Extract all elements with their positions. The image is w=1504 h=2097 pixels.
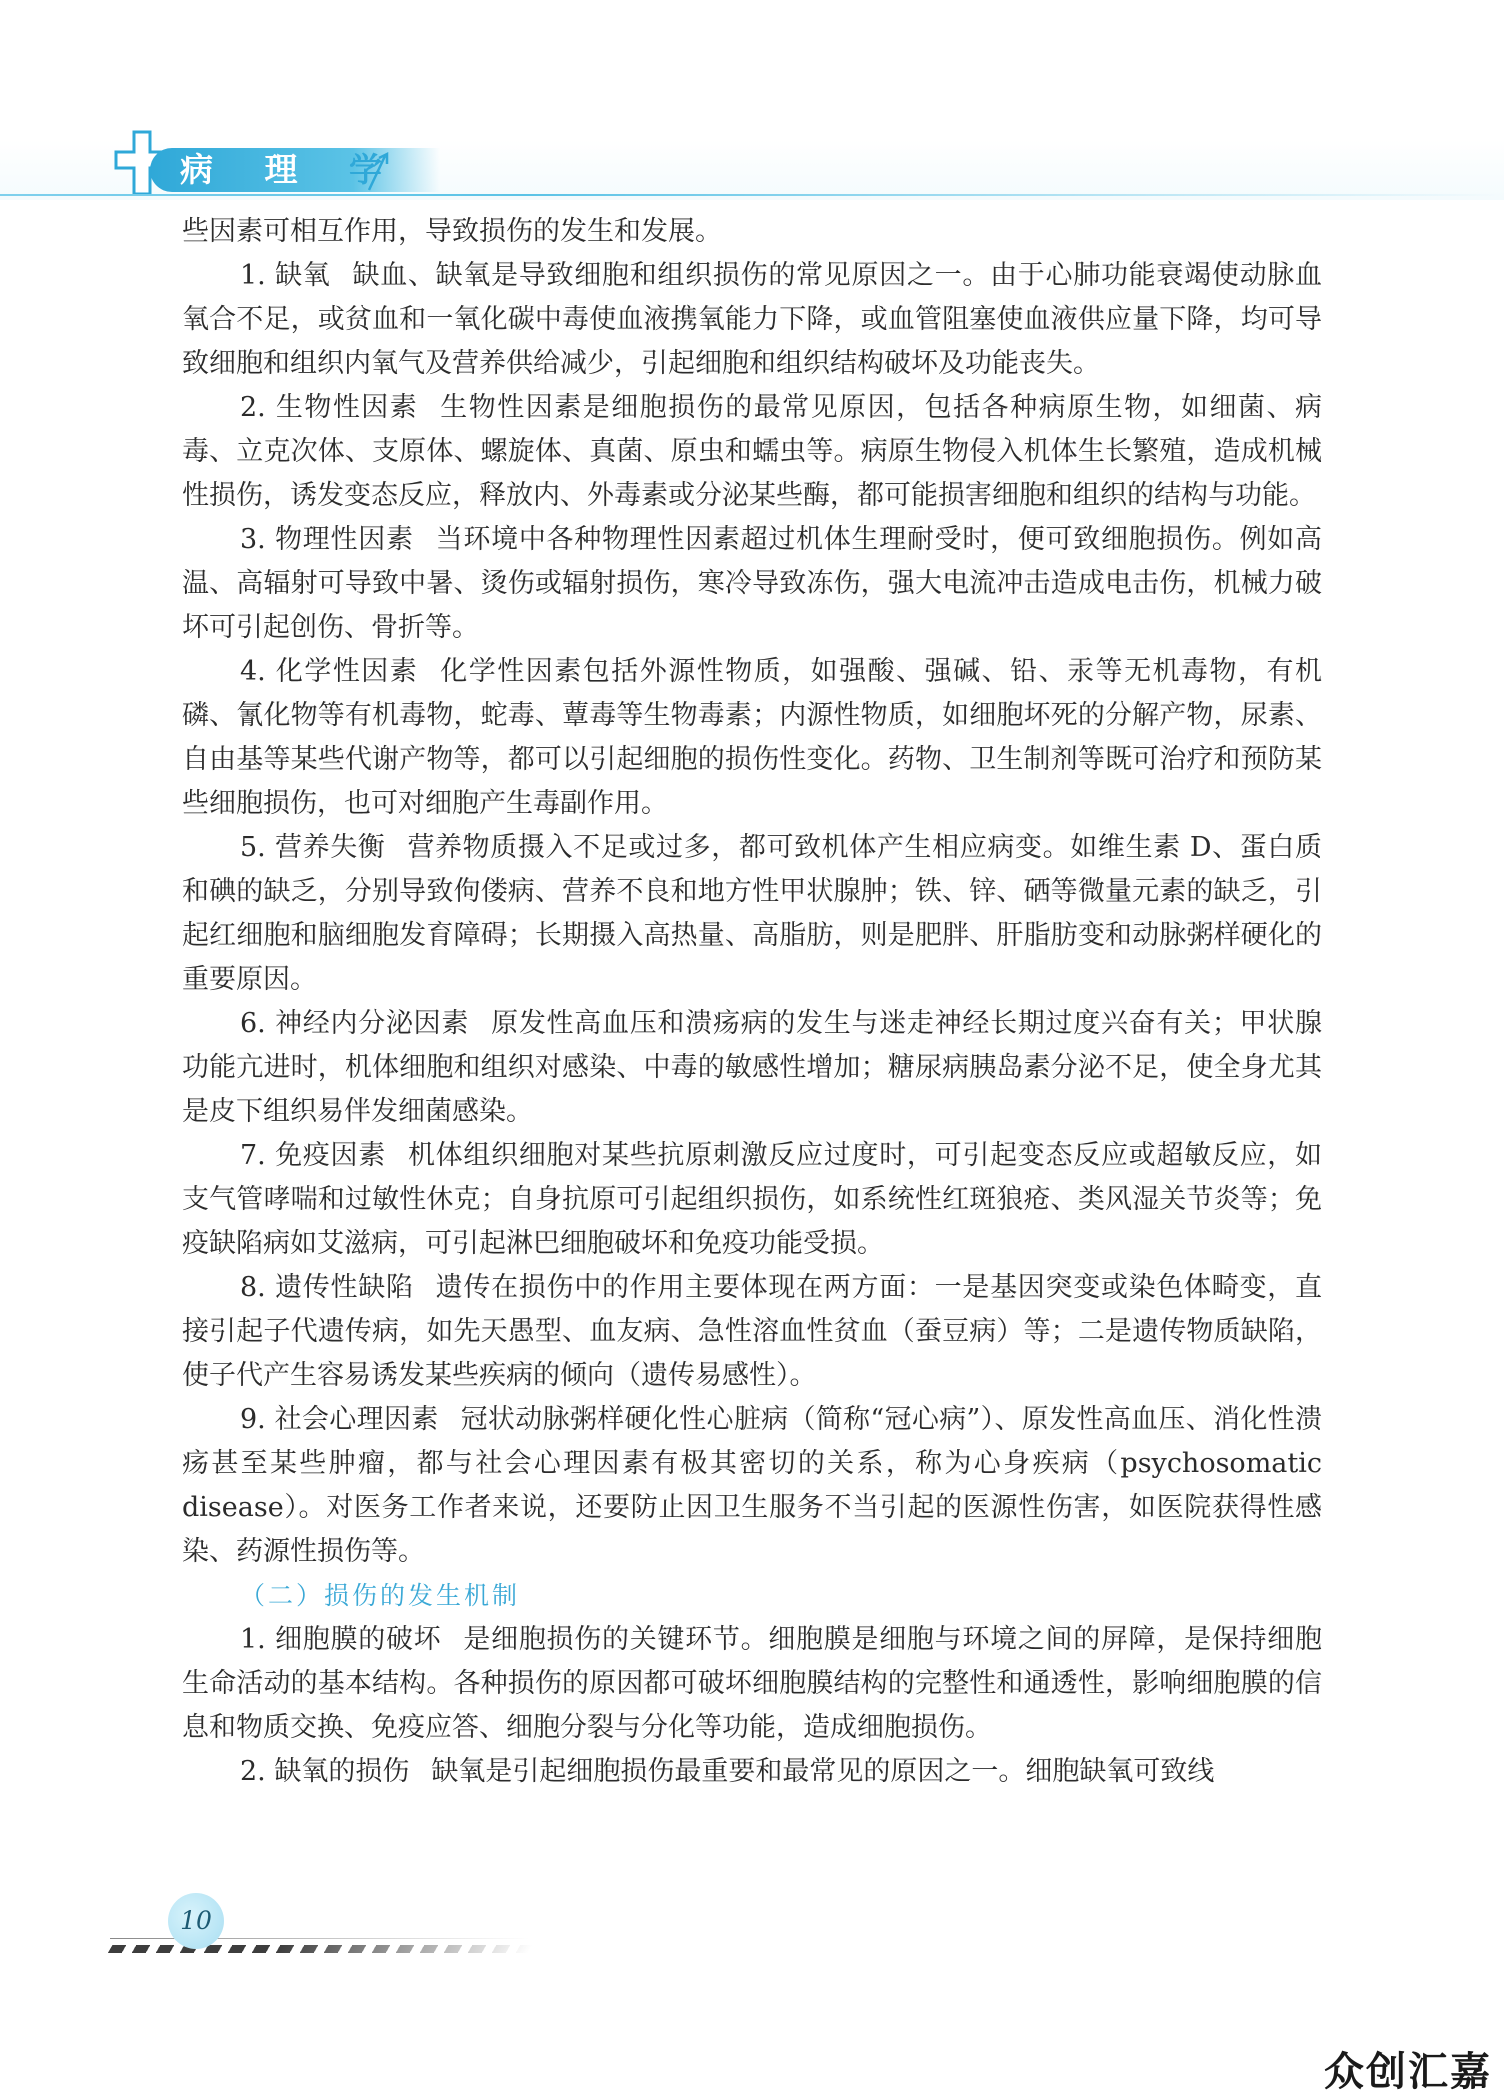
mechanism-text: 缺氧是引起细胞损伤最重要和最常见的原因之一。细胞缺氧可致线 xyxy=(431,1756,1215,1787)
cause-item xyxy=(182,254,1322,386)
cause-text: 遗传在损伤中的作用主要体现在两方面：一是基因突变或染色体畸变，直接引起子代遗传病，如先天愚型、血友病、急性溶血性贫血（蚕豆病）等；二是遗传物质缺陷，使子代产生容易诱发某些疾病的倾向（遗传易感性）。 xyxy=(182,1272,1323,1391)
cause-text: 机体组织细胞对某些抗原刺激反应过度时，可引起变态反应或超敏反应，如支气管哮喘和过敏性休克；自身抗原可引起组织损伤，如系统性红斑狼疮、类风湿关节炎等；免疫缺陷病如艾滋病，可引起淋巴细胞破坏和免疫功能受损。 xyxy=(182,1140,1323,1259)
mechanism-item xyxy=(182,1750,1322,1794)
cause-item xyxy=(182,650,1322,826)
cause-item xyxy=(182,826,1322,1002)
cause-text: 冠状动脉粥样硬化性心脏病（简称“冠心病”）、原发性高血压、消化性溃疡甚至某些肿瘤，都与社会心理因素有极其密切的关系，称为心身疾病（psychosomatic disease）。对医务工作者来说，还要防止因卫生服务不当引起的医源性伤害，如医院获得性感染、药源性损伤等。 xyxy=(182,1404,1323,1567)
cause-text: 当环境中各种物理性因素超过机体生理耐受时，便可致细胞损伤。例如高温、高辐射可导致中暑、烫伤或辐射损伤，寒冷导致冻伤，强大电流冲击造成电击伤，机械力破坏可引起创伤、骨折等。 xyxy=(182,524,1323,643)
mechanism-lead: 1. 细胞膜的破坏 xyxy=(240,1624,442,1655)
cause-lead: 6. 神经内分泌因素 xyxy=(240,1008,470,1039)
cause-lead: 3. 物理性因素 xyxy=(240,524,414,555)
cause-item xyxy=(182,1398,1322,1574)
cause-item xyxy=(182,1266,1322,1398)
cause-lead: 7. 免疫因素 xyxy=(240,1140,386,1171)
cause-item xyxy=(182,1002,1322,1134)
cause-lead: 5. 营养失衡 xyxy=(240,832,386,863)
mechanism-text: 是细胞损伤的关键环节。细胞膜是细胞与环境之间的屏障，是保持细胞生命活动的基本结构。各种损伤的原因都可破坏细胞膜结构的完整性和通透性，影响细胞膜的信息和物质交换、免疫应答、细胞分裂与分化等功能，造成细胞损伤。 xyxy=(182,1624,1323,1743)
page-content xyxy=(182,210,1322,1794)
cause-lead: 2. 生物性因素 xyxy=(240,392,419,423)
arrow-icon xyxy=(365,150,395,194)
intro-paragraph: 些因素可相互作用，导致损伤的发生和发展。 xyxy=(182,216,722,247)
book-title xyxy=(150,148,440,192)
section-heading: （二）损伤的发生机制 xyxy=(240,1581,521,1610)
cause-text: 营养物质摄入不足或过多，都可致机体产生相应病变。如维生素 D、蛋白质和碘的缺乏，分别导致佝偻病、营养不良和地方性甲状腺肿；铁、锌、硒等微量元素的缺乏，引起红细胞和脑细胞发育障碍；长期摄入高热量、高脂肪，则是肥胖、肝脂肪变和动脉粥样硬化的重要原因。 xyxy=(182,832,1323,995)
cause-text: 缺血、缺氧是导致细胞和组织损伤的常见原因之一。由于心肺功能衰竭使动脉血氧合不足，或贫血和一氧化碳中毒使血液携氧能力下降，或血管阻塞使血液供应量下降，均可导致细胞和组织内氧气及营养供给减少，引起细胞和组织结构破坏及功能丧失。 xyxy=(182,260,1323,379)
book-title-last: 学 xyxy=(349,150,402,189)
header-divider xyxy=(0,194,1504,196)
mechanism-item xyxy=(182,1618,1322,1750)
watermark: 众创汇嘉 xyxy=(1324,2049,1492,2095)
footer-dash-decoration xyxy=(108,1945,533,1953)
cause-lead: 8. 遗传性缺陷 xyxy=(240,1272,414,1303)
page-header xyxy=(0,0,1504,200)
cause-lead: 9. 社会心理因素 xyxy=(240,1404,439,1435)
cause-item xyxy=(182,518,1322,650)
cause-lead: 4. 化学性因素 xyxy=(240,656,419,687)
mechanism-lead: 2. 缺氧的损伤 xyxy=(240,1756,410,1787)
cause-item xyxy=(182,386,1322,518)
cause-lead: 1. 缺氧 xyxy=(240,260,331,291)
cause-text: 原发性高血压和溃疡病的发生与迷走神经长期过度兴奋有关；甲状腺功能亢进时，机体细胞和组织对感染、中毒的敏感性增加；糖尿病胰岛素分泌不足，使全身尤其是皮下组织易伴发细菌感染。 xyxy=(182,1008,1323,1127)
cause-text: 化学性因素包括外源性物质，如强酸、强碱、铅、汞等无机毒物，有机磷、氰化物等有机毒物，蛇毒、蕈毒等生物毒素；内源性物质，如细胞坏死的分解产物，尿素、自由基等某些代谢产物等，都可以引起细胞的损伤性变化。药物、卫生制剂等既可治疗和预防某些细胞损伤，也可对细胞产生毒副作用。 xyxy=(182,656,1323,819)
page-footer xyxy=(0,1880,1504,2094)
cause-text: 生物性因素是细胞损伤的最常见原因，包括各种病原生物，如细菌、病毒、立克次体、支原体、螺旋体、真菌、原虫和蠕虫等。病原生物侵入机体生长繁殖，造成机械性损伤，诱发变态反应，释放内、外毒素或分泌某些酶，都可能损害细胞和组织的结构与功能。 xyxy=(182,392,1323,511)
cause-item xyxy=(182,1134,1322,1266)
page-number: 10 xyxy=(168,1893,224,1949)
book-title-main: 病 理 xyxy=(180,150,318,189)
